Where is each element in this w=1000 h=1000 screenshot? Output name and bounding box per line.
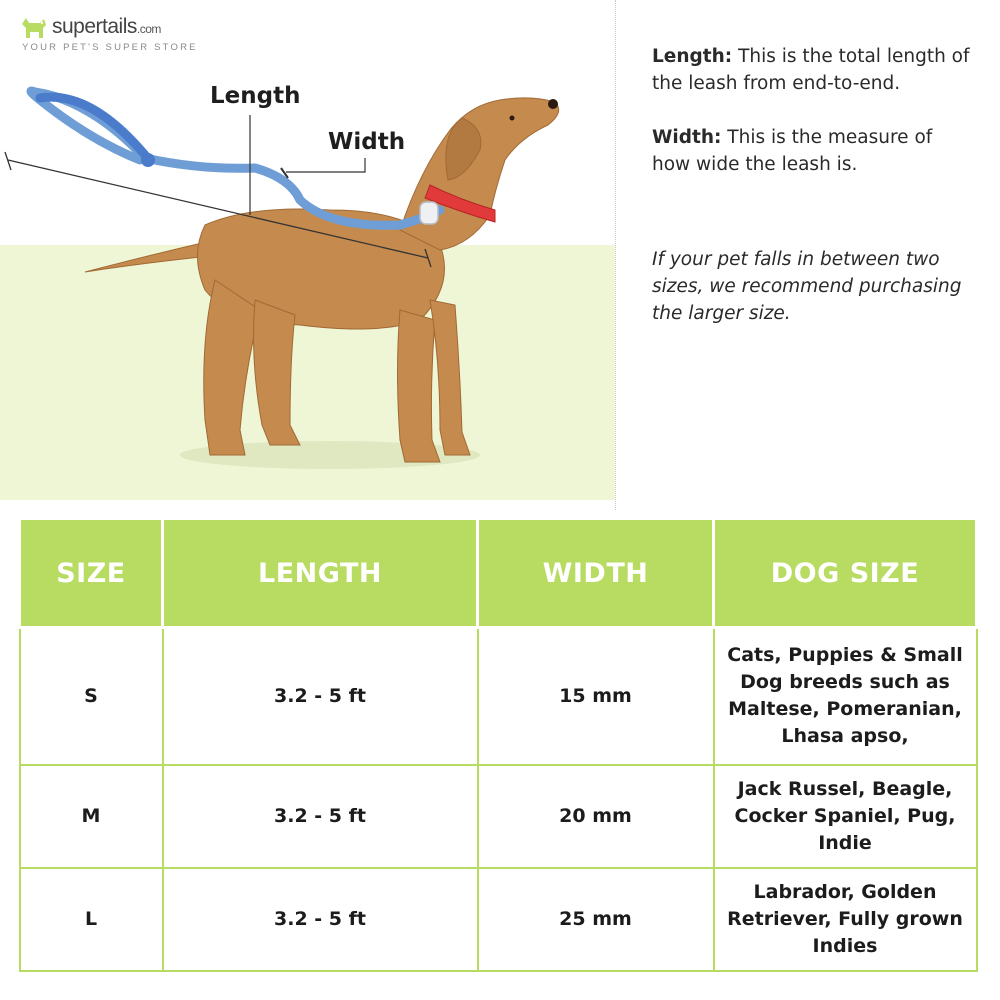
brand-domain: .com <box>136 22 161 36</box>
sizing-note: If your pet falls in between two sizes, we recommend purchasing the larger size. <box>652 249 962 324</box>
table-row <box>20 868 977 971</box>
header-length: LENGTH <box>163 519 478 628</box>
brand-name-prefix: super <box>52 15 103 38</box>
cell-width: 25 mm <box>478 868 714 971</box>
width-term: Width: <box>652 127 722 148</box>
cell-dog-size: Labrador, Golden Retriever, Fully grown Indies <box>714 868 977 971</box>
cell-size: L <box>20 868 163 971</box>
header-size: SIZE <box>20 519 163 628</box>
width-pointer <box>286 158 365 172</box>
length-term: Length: <box>652 46 733 67</box>
length-description: This is the total length of the leash from end-to-end. <box>652 46 970 94</box>
cell-length: 3.2 - 5 ft <box>163 628 478 765</box>
dog-eye <box>510 116 515 121</box>
table-row <box>20 765 977 868</box>
size-chart-table <box>18 517 978 972</box>
header-width: WIDTH <box>478 519 714 628</box>
leash-clip <box>420 202 438 224</box>
cell-dog-size: Jack Russel, Beagle, Cocker Spaniel, Pug, Indie <box>714 765 977 868</box>
brand-tagline: YOUR PET'S SUPER STORE <box>22 42 198 53</box>
width-definition <box>652 124 972 178</box>
brand-name-suffix: tails <box>102 15 137 38</box>
table-header-row <box>20 519 977 628</box>
section-divider <box>615 0 616 510</box>
width-label: Width <box>328 129 406 155</box>
table-row <box>20 628 977 765</box>
cell-length: 3.2 - 5 ft <box>163 868 478 971</box>
length-definition <box>652 43 972 97</box>
cell-length: 3.2 - 5 ft <box>163 765 478 868</box>
puppy-illustration <box>85 98 559 462</box>
cell-dog-size: Cats, Puppies & Small Dog breeds such as Maltese, Pomeranian, Lhasa apso, <box>714 628 977 765</box>
leash-knot <box>141 153 155 167</box>
dog-nose <box>548 99 558 109</box>
length-label: Length <box>210 83 301 109</box>
cell-width: 20 mm <box>478 765 714 868</box>
header-dog-size: DOG SIZE <box>714 519 977 628</box>
width-description: This is the measure of how wide the leash is. <box>652 127 933 175</box>
cell-size: S <box>20 628 163 765</box>
cell-width: 15 mm <box>478 628 714 765</box>
cell-size: M <box>20 765 163 868</box>
leash-diagram <box>0 0 615 500</box>
